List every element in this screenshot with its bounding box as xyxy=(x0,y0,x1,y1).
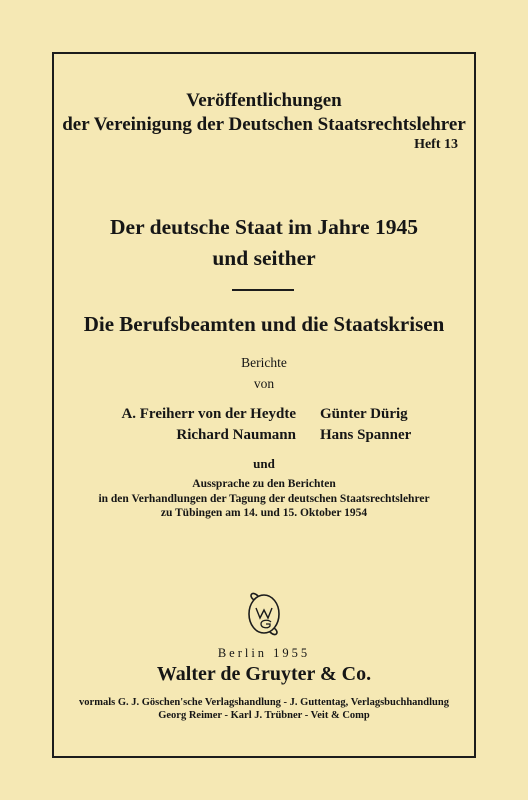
berichte-label: Berichte xyxy=(241,355,287,370)
author-name: Richard Naumann xyxy=(176,427,296,443)
proceedings-line: in den Verhandlungen der Tagung der deutschen Staatsrechtslehrer xyxy=(98,492,430,505)
authors-right-column xyxy=(320,404,440,446)
main-title xyxy=(52,212,476,274)
proceedings-note xyxy=(52,477,476,521)
authors-left-column xyxy=(116,404,296,446)
und-label: und xyxy=(253,456,275,471)
series-line-1: Veröffentlichungen xyxy=(186,90,342,111)
author-name: Hans Spanner xyxy=(320,427,412,443)
author-name: Günter Dürig xyxy=(320,406,408,422)
von-label: von xyxy=(253,376,275,391)
series-line-2: der Vereinigung der Deutschen Staatsrechtslehrer xyxy=(62,114,466,135)
main-title-line-2: und seither xyxy=(212,246,316,270)
publisher-imprint xyxy=(52,697,476,722)
imprint-line: Georg Reimer - Karl J. Trübner - Veit & Comp xyxy=(158,709,370,721)
publisher-name: Walter de Gruyter & Co. xyxy=(156,663,372,685)
place-and-year: Berlin 1955 xyxy=(217,646,311,660)
main-title-line-1: Der deutsche Staat im Jahre 1945 xyxy=(110,215,418,239)
title-divider xyxy=(232,289,294,291)
volume-number: Heft 13 xyxy=(414,137,458,152)
imprint-line: vormals G. J. Göschen'sche Verlagshandlung - J. Guttentag, Verlagsbuchhandlung xyxy=(79,697,449,708)
series-title xyxy=(52,89,476,137)
second-title: Die Berufsbeamten und die Staatskrisen xyxy=(83,312,445,336)
wdg-monogram-icon xyxy=(244,588,284,640)
proceedings-line: zu Tübingen am 14. und 15. Oktober 1954 xyxy=(160,507,368,519)
author-name: A. Freiherr von der Heydte xyxy=(121,406,296,422)
proceedings-line: Aussprache zu den Berichten xyxy=(192,478,336,490)
